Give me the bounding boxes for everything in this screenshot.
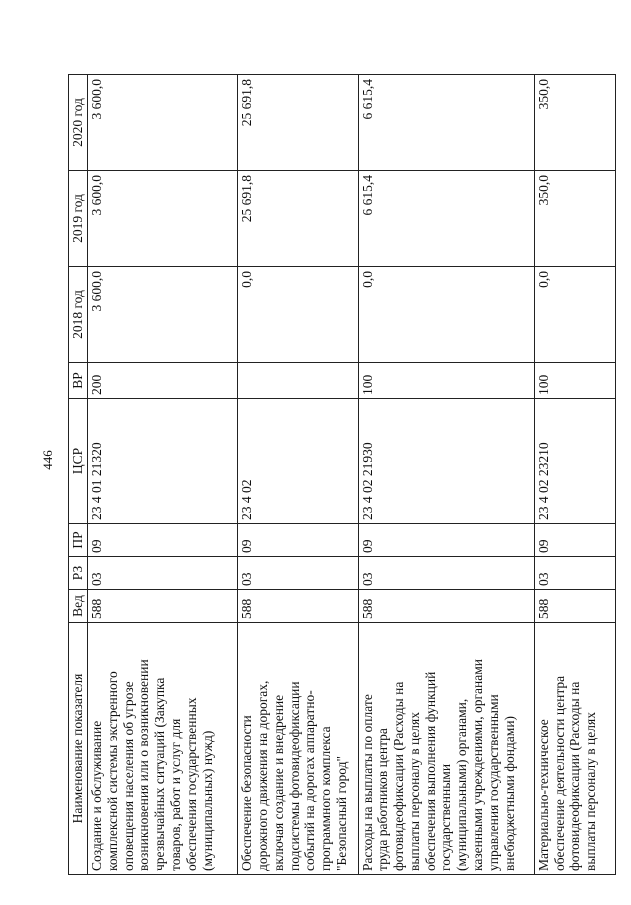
cell-name-line: внебюджетными фондами) [501,715,517,871]
cell-name-line: Создание и обслуживание [89,720,104,871]
cell-pr: 09 [358,524,534,557]
cell-name-line: подсистемы фотовидеофиксации [286,681,302,871]
table-row [238,75,358,875]
cell-vr: 200 [88,363,238,399]
header-vr: ВР [69,363,88,399]
cell-rz: 03 [88,557,238,590]
cell-name-line: событий на дорогах аппаратно- [302,690,318,871]
cell-ved: 588 [358,590,534,623]
cell-name-line: дорожного движения на дорогах, [255,680,271,871]
cell-name-line: фотовидеофиксации (Расходы на [391,681,407,871]
header-name: Наименование показателя [69,623,88,875]
cell-name [358,623,534,875]
cell-y2018: 0,0 [534,267,615,363]
cell-name-line: возникновения или о возникновении [136,659,152,871]
cell-ved: 588 [238,590,358,623]
header-ved: Вед [69,590,88,623]
table-row [88,75,238,875]
cell-y2020: 25 691,8 [238,75,358,171]
cell-csr: 23 4 01 21320 [88,399,238,524]
cell-name [534,623,615,875]
cell-y2020: 3 600,0 [88,75,238,171]
cell-name-line: оповещения населения об угрозе [120,681,136,871]
cell-name-line: обеспечения государственных [183,697,199,871]
cell-y2018: 0,0 [238,267,358,363]
cell-vr [238,363,358,399]
cell-name-line: выплаты персоналу в целях [406,712,422,871]
header-csr: ЦСР [69,399,88,524]
cell-pr: 09 [534,524,615,557]
cell-name-line: обеспечения выполнения функций [422,671,438,871]
cell-rz: 03 [238,557,358,590]
cell-name-line: комплексной системы экстренного [104,671,120,871]
cell-y2019: 25 691,8 [238,171,358,267]
cell-y2019: 350,0 [534,171,615,267]
cell-name-line: "Безопасный город" [334,756,350,871]
header-pr: ПР [69,524,88,557]
cell-pr: 09 [88,524,238,557]
header-2018: 2018 год [69,267,88,363]
cell-rz: 03 [358,557,534,590]
cell-y2019: 3 600,0 [88,171,238,267]
cell-name-line: труда работников центра [375,728,391,871]
cell-name-line: Обеспечение безопасности [239,715,255,871]
page-number: 446 [40,450,55,470]
cell-vr: 100 [358,363,534,399]
cell-name-line: выплаты персоналу в целях [583,712,599,871]
cell-csr: 23 4 02 23210 [534,399,615,524]
cell-y2019: 6 615,4 [358,171,534,267]
cell-ved: 588 [534,590,615,623]
cell-name-line: казенными учреждениями, органами [470,659,486,871]
cell-y2018: 0,0 [358,267,534,363]
cell-name-line: обеспечение деятельности центра [551,675,567,871]
cell-name-line: программного комплекса [318,726,334,871]
cell-name-line: управления государственными [485,694,501,871]
cell-y2018: 3 600,0 [88,267,238,363]
cell-y2020: 350,0 [534,75,615,171]
header-2020: 2020 год [69,75,88,171]
cell-name-line: включая создание и внедрение [270,694,286,871]
cell-name-line: фотовидеофиксации (Расходы на [567,681,583,871]
cell-name [238,623,358,875]
cell-name-line: государственными [438,763,454,871]
header-row [69,75,88,875]
cell-csr: 23 4 02 [238,399,358,524]
cell-rz: 03 [534,557,615,590]
cell-csr: 23 4 02 21930 [358,399,534,524]
budget-table-container [68,75,616,875]
cell-y2020: 6 615,4 [358,75,534,171]
header-rz: РЗ [69,557,88,590]
table-row [534,75,615,875]
cell-name-line: Расходы на выплаты по оплате [359,694,375,871]
header-2019: 2019 год [69,171,88,267]
cell-name [88,623,238,875]
cell-name-line: чрезвычайных ситуаций (Закупка [152,677,168,871]
cell-pr: 09 [238,524,358,557]
cell-name-line: (муниципальными) органами, [454,698,470,871]
budget-table [68,74,616,875]
table-row [358,75,534,875]
cell-name-line: Материально-техническое [535,719,551,871]
cell-name-line: (муниципальных) нужд) [199,730,215,871]
cell-vr: 100 [534,363,615,399]
cell-name-line: товаров, работ и услуг для [167,718,183,871]
cell-ved: 588 [88,590,238,623]
